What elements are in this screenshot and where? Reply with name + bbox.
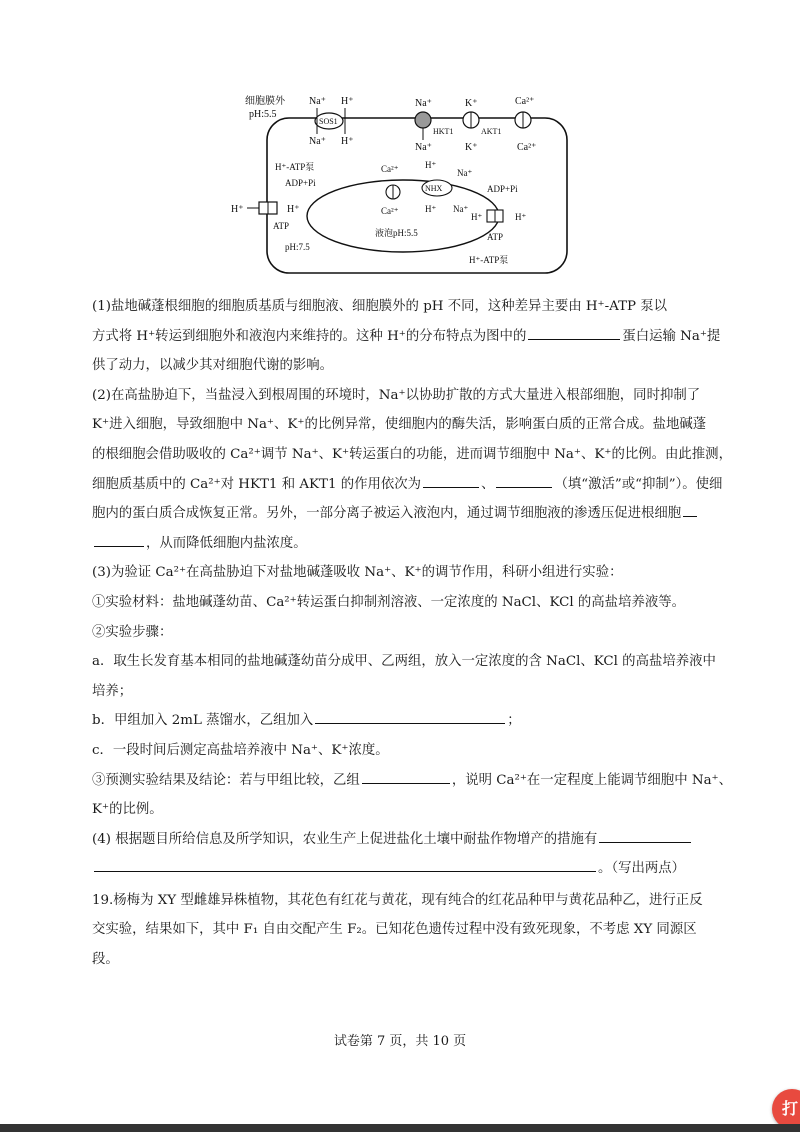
hkt1-na-out: Na⁺ [415, 98, 432, 109]
q19-line3: 段。 [92, 952, 119, 968]
sos1-h-in: H⁺ [341, 136, 354, 147]
vacuole-ca-top: Ca²⁺ [381, 164, 399, 174]
akt1-k-out: K⁺ [465, 98, 478, 109]
vacuole-pump-h-out: H⁺ [515, 212, 527, 222]
q2-blank-3a[interactable] [683, 502, 697, 517]
q3-step-a2: 培养； [92, 683, 133, 699]
sos1-na-in: Na⁺ [309, 136, 326, 147]
cell-transport-diagram [225, 88, 585, 280]
q2-line6: ，从而降低细胞内盐浓度。 [92, 529, 720, 559]
sos1-label: SOS1 [319, 117, 338, 126]
q3-blank-step-b[interactable] [315, 709, 505, 724]
nhx-label: NHX [425, 184, 443, 193]
q4-blank-2[interactable] [94, 857, 596, 872]
hkt1-na-in: Na⁺ [415, 142, 432, 153]
nhx-na-top: Na⁺ [457, 168, 473, 178]
adp-pi-vacuole: ADP+Pi [487, 184, 518, 194]
q3-step-a1: a．取生长发育基本相同的盐地碱蓬幼苗分成甲、乙两组，放入一定浓度的含 NaCl、KCl 的高盐培养液中 [92, 654, 716, 670]
bottom-bar [0, 1124, 800, 1132]
q2-blank-1[interactable] [423, 473, 479, 488]
inside-ph: pH:7.5 [285, 242, 310, 252]
q4-blank-1[interactable] [599, 828, 691, 843]
q3-steps-title: ②实验步骤： [92, 624, 173, 640]
q2-line5: 胞内的蛋白质合成恢复正常。另外，一部分离子被运入液泡内，通过调节细胞液的渗透压促进根细胞 [92, 499, 720, 529]
atp-pump-left-label: H⁺-ATP泵 [275, 162, 315, 172]
atp-vacuole: ATP [487, 232, 504, 242]
outside-ph: pH:5.5 [249, 109, 277, 120]
vacuole-pump-h-in: H⁺ [471, 212, 483, 222]
q2-line3: 的根细胞会借助吸收的 Ca²⁺调节 Na⁺、K⁺转运蛋白的功能，进而调节细胞中 Na⁺、K⁺的比例。由此推测， [92, 446, 732, 462]
q19-line1: 19.杨梅为 XY 型雌雄异株植物，其花色有红花与黄花，现有纯合的红花品种甲与黄花品种乙，进行正反 [92, 892, 703, 908]
q1-line2: 方式将 H⁺转运到细胞外和液泡内来维持的。这种 H⁺的分布特点为图中的 蛋白运输 Na⁺提 [92, 322, 720, 352]
q2-line1: (2)在高盐胁迫下，当盐浸入到根周围的环境时，Na⁺以协助扩散的方式大量进入根部细胞，同时抑制了 [92, 387, 701, 403]
q3-materials: ①实验材料：盐地碱蓬幼苗、Ca²⁺转运蛋白抑制剂溶液、一定浓度的 NaCl、KCl 的高盐培养液等。 [92, 594, 686, 610]
akt1-label: AKT1 [481, 127, 502, 136]
nhx-h-bottom: H⁺ [425, 204, 437, 214]
adp-pi-left: ADP+Pi [285, 178, 316, 188]
q3-step-b: b．甲组加入 2mL 蒸馏水，乙组加入 ； [92, 706, 720, 736]
vacuole-ca-bottom: Ca²⁺ [381, 206, 399, 216]
q2-line2: K⁺进入细胞，导致细胞中 Na⁺、K⁺的比例异常，使细胞内的酶失活，影响蛋白质的正常合成。盐地碱蓬 [92, 417, 707, 433]
print-button[interactable]: 打 [772, 1089, 800, 1129]
q2-line4: 细胞质基质中的 Ca²⁺对 HKT1 和 AKT1 的作用依次为 、 （填“激活”或“抑制”）。使细 [92, 470, 720, 500]
q3-intro: (3)为验证 Ca²⁺在高盐胁迫下对盐地碱蓬吸收 Na⁺、K⁺的调节作用，科研小组进行实验： [92, 565, 623, 581]
atp-left: ATP [273, 221, 290, 231]
left-h-in: H⁺ [287, 204, 300, 215]
page-footer: 试卷第 7 页，共 10 页 [333, 1034, 467, 1049]
atp-pump-vacuole-label: H⁺-ATP泵 [469, 255, 509, 265]
q2-blank-3b[interactable] [94, 532, 144, 547]
akt1-k-in: K⁺ [465, 142, 478, 153]
nhx-h-top: H⁺ [425, 160, 437, 170]
q3-result: ③预测实验结果及结论：若与甲组比较，乙组 ，说明 Ca²⁺在一定程度上能调节细胞中 Na⁺、 [92, 766, 720, 796]
q4-line2: 。（写出两点） [92, 854, 720, 884]
question-content [92, 292, 733, 975]
nhx-na-bottom: Na⁺ [453, 204, 469, 214]
q3-step-c: c．一段时间后测定高盐培养液中 Na⁺、K⁺浓度。 [92, 742, 389, 758]
q1-blank-1[interactable] [528, 325, 620, 340]
q19-line2: 交实验，结果如下，其中 F₁ 自由交配产生 F₂。已知花色遗传过程中没有致死现象，不考虑 XY 同源区 [92, 922, 697, 938]
sos1-na-out: Na⁺ [309, 96, 326, 107]
q1-line3: 供了动力，以减少其对细胞代谢的影响。 [92, 358, 334, 374]
q1-line1: (1)盐地碱蓬根细胞的细胞质基质与细胞液、细胞膜外的 pH 不同，这种差异主要由 H⁺-ATP 泵以 [92, 299, 668, 314]
ca-out: Ca²⁺ [515, 96, 535, 107]
hkt1-label: HKT1 [433, 127, 454, 136]
q2-blank-2[interactable] [496, 473, 552, 488]
q3-blank-result[interactable] [362, 769, 450, 784]
q3-result-2: K⁺的比例。 [92, 802, 163, 818]
sos1-h-out: H⁺ [341, 96, 354, 107]
vacuole-ph: 液泡pH:5.5 [375, 228, 418, 238]
hkt1-channel [415, 112, 431, 128]
q4-line1: (4) 根据题目所给信息及所学知识，农业生产上促进盐化土壤中耐盐作物增产的措施有 [92, 825, 720, 855]
ca-in: Ca²⁺ [517, 142, 537, 153]
outside-label: 细胞膜外 [245, 96, 285, 107]
left-h-out: H⁺ [231, 204, 244, 215]
